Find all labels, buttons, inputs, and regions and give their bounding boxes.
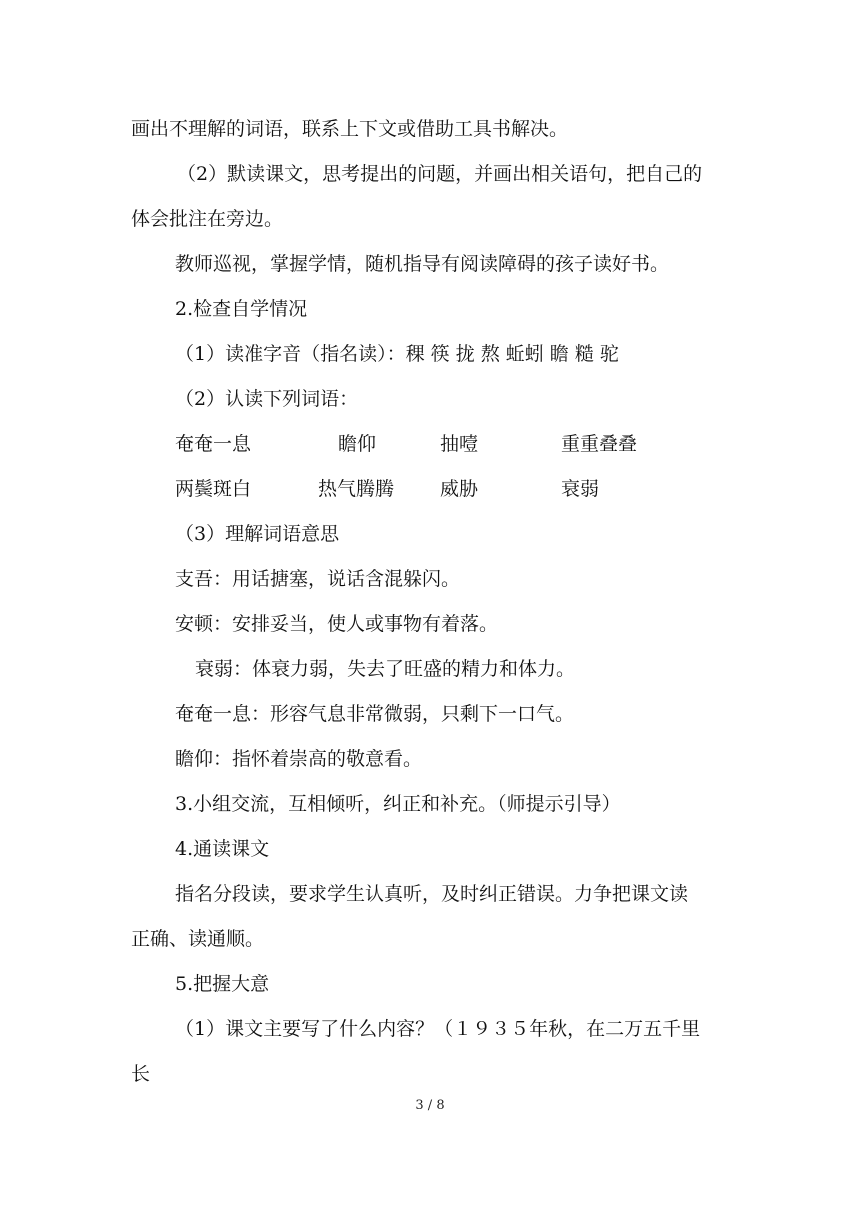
section-heading: 2.检查自学情况 — [175, 298, 308, 320]
definition-line: 安顿：安排妥当，使人或事物有着落。 — [175, 613, 499, 635]
vocabulary-word: 衰弱 — [561, 478, 600, 500]
text-line: 画出不理解的词语，联系上下文或借助工具书解决。 — [131, 118, 569, 140]
vocabulary-word: 两鬓斑白 — [175, 478, 252, 500]
definition-line: 衰弱：体衰力弱，失去了旺盛的精力和体力。 — [195, 658, 576, 680]
vocabulary-word: 抽噎 — [440, 433, 479, 455]
text-line: 教师巡视，掌握学情，随机指导有阅读障碍的孩子读好书。 — [175, 253, 670, 275]
vocabulary-row — [0, 432, 860, 456]
vocabulary-row — [0, 477, 860, 501]
vocabulary-word: 热气腾腾 — [318, 478, 395, 500]
text-line: 正确、读通顺。 — [131, 928, 265, 950]
text-line: （1）课文主要写了什么内容？（１９３５年秋，在二万五千里 — [175, 1018, 701, 1040]
definition-line: 支吾：用话搪塞，说话含混躲闪。 — [175, 568, 461, 590]
text-line: 长 — [131, 1063, 151, 1085]
section-heading: 5.把握大意 — [175, 973, 270, 995]
page-number: 3 / 8 — [415, 1098, 445, 1113]
vocabulary-word: 瞻仰 — [338, 433, 377, 455]
vocabulary-word: 奄奄一息 — [175, 433, 252, 455]
text-line: （2）默读课文，思考提出的问题，并画出相关语句，把自己的 — [177, 163, 703, 185]
definition-line: 奄奄一息：形容气息非常微弱，只剩下一口气。 — [175, 703, 575, 725]
vocabulary-word: 重重叠叠 — [561, 433, 638, 455]
text-line: （1）读准字音（指名读）：稞 筷 拢 熬 蚯蚓 瞻 糙 驼 — [175, 343, 619, 365]
definition-line: 瞻仰：指怀着崇高的敬意看。 — [175, 748, 423, 770]
text-line: （3）理解词语意思 — [175, 523, 340, 545]
section-heading: 3.小组交流，互相倾听，纠正和补充。（师提示引导） — [175, 793, 621, 815]
section-heading: 4.通读课文 — [175, 838, 270, 860]
text-line: 体会批注在旁边。 — [131, 208, 284, 230]
text-line: （2）认读下列词语： — [175, 388, 359, 410]
vocabulary-word: 威胁 — [440, 478, 479, 500]
text-line: 指名分段读，要求学生认真听，及时纠正错误。力争把课文读 — [175, 883, 689, 905]
